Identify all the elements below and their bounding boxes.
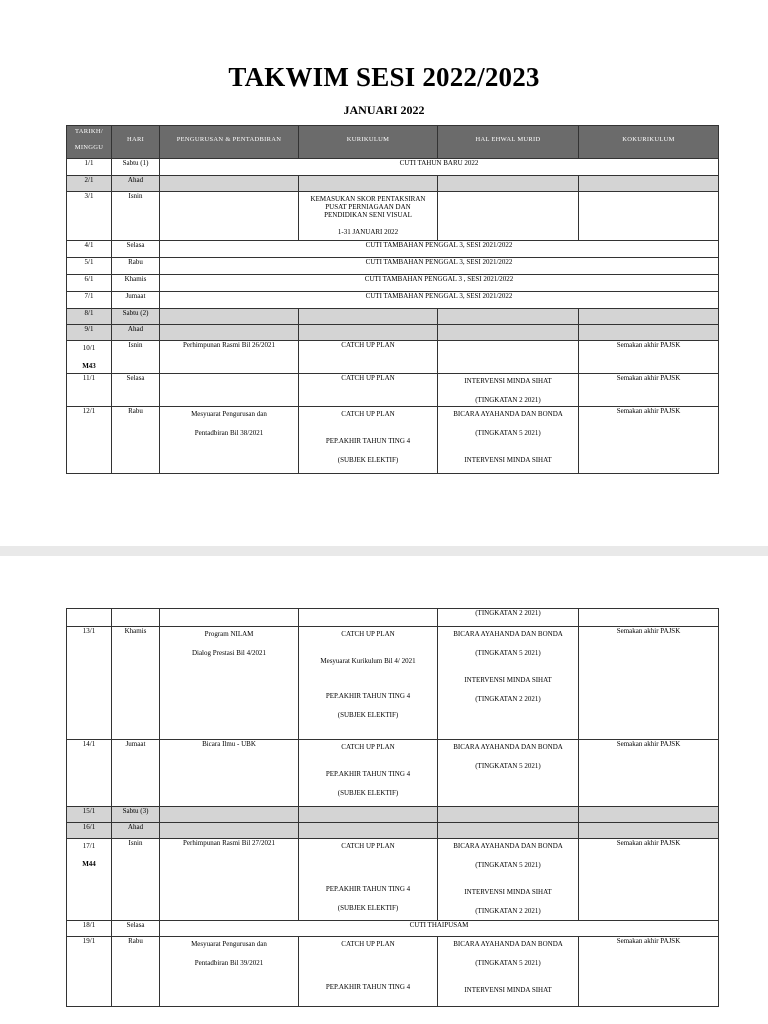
calendar-table-continued	[66, 608, 719, 1007]
table-row	[67, 937, 719, 1007]
holiday-cell: CUTI TAMBAHAN PENGGAL 3, SESI 2021/2022	[160, 258, 719, 275]
table-row	[67, 823, 719, 839]
kurikulum-cell: CATCH UP PLAN PEP.AKHIR TAHUN TING 4 (SUBJEK ELEKTIF)	[299, 839, 438, 921]
table-row	[67, 374, 719, 407]
week-label: M44	[82, 860, 96, 869]
header-tarikh-minggu: TARIKH/ MINGGU	[67, 126, 112, 159]
page-2	[0, 556, 768, 1024]
table-row	[67, 258, 719, 275]
table-row	[67, 176, 719, 192]
table-row	[67, 609, 719, 627]
holiday-cell: CUTI TAMBAHAN PENGGAL 3 , SESI 2021/2022	[160, 275, 719, 292]
table-row	[67, 275, 719, 292]
date-cell: 15/1	[67, 807, 112, 823]
table-row	[67, 407, 719, 474]
day-cell: Isnin	[112, 192, 160, 241]
hem-cell: (TINGKATAN 2 2021)	[438, 609, 579, 627]
table-header-row	[67, 126, 719, 159]
day-cell: Khamis	[112, 275, 160, 292]
kokurikulum-cell: Semakan akhir PAJSK	[579, 374, 719, 407]
day-cell: Isnin	[112, 839, 160, 921]
header-kurikulum: KURIKULUM	[299, 126, 438, 159]
pengurusan-cell: Perhimpunan Rasmi Bil 27/2021	[160, 839, 299, 921]
kurikulum-cell: CATCH UP PLAN PEP.AKHIR TAHUN TING 4 (SUBJEK ELEKTIF)	[299, 407, 438, 474]
document-title: TAKWIM SESI 2022/2023	[228, 62, 540, 92]
table-row	[67, 309, 719, 325]
day-cell: Ahad	[112, 325, 160, 341]
kokurikulum-cell: Semakan akhir PAJSK	[579, 341, 719, 374]
table-row	[67, 192, 719, 241]
calendar-table	[66, 125, 719, 474]
day-cell: Isnin	[112, 341, 160, 374]
date-cell: 5/1	[67, 258, 112, 275]
day-cell: Ahad	[112, 823, 160, 839]
kurikulum-cell: KEMASUKAN SKOR PENTAKSIRAN PUSAT PERNIAGAAN DAN PENDIDIKAN SENI VISUAL 1-31 JANUARI 2022	[299, 192, 438, 241]
date-cell: 1/1	[67, 159, 112, 176]
month-heading: JANUARI 2022	[343, 103, 425, 117]
day-cell: Sabtu (2)	[112, 309, 160, 325]
hem-cell: BICARA AYAHANDA DAN BONDA (TINGKATAN 5 2021) INTERVENSI MINDA SIHAT (TINGKATAN 2 2021)	[438, 627, 579, 740]
pengurusan-cell: Bicara Ilmu - UBK	[160, 740, 299, 807]
pengurusan-cell: Mesyuarat Pengurusan dan Pentadbiran Bil 39/2021	[160, 937, 299, 1007]
pengurusan-cell: Mesyuarat Pengurusan dan Pentadbiran Bil 38/2021	[160, 407, 299, 474]
day-cell: Jumaat	[112, 292, 160, 309]
date-cell: 18/1	[67, 921, 112, 937]
date-cell: 10/1 M43	[67, 341, 112, 374]
table-row	[67, 341, 719, 374]
day-cell: Sabtu (1)	[112, 159, 160, 176]
kokurikulum-cell: Semakan akhir PAJSK	[579, 839, 719, 921]
day-cell: Selasa	[112, 374, 160, 407]
kurikulum-cell: CATCH UP PLAN PEP.AKHIR TAHUN TING 4 (SUBJEK ELEKTIF)	[299, 740, 438, 807]
header-hari: HARI	[112, 126, 160, 159]
hem-cell: BICARA AYAHANDA DAN BONDA (TINGKATAN 5 2021) INTERVENSI MINDA SIHAT	[438, 407, 579, 474]
date-cell: 6/1	[67, 275, 112, 292]
table-row	[67, 839, 719, 921]
hem-cell: BICARA AYAHANDA DAN BONDA (TINGKATAN 5 2021) INTERVENSI MINDA SIHAT	[438, 937, 579, 1007]
date-cell: 19/1	[67, 937, 112, 1007]
header-pengurusan: PENGURUSAN & PENTADBIRAN	[160, 126, 299, 159]
kurikulum-cell: CATCH UP PLAN PEP.AKHIR TAHUN TING 4	[299, 937, 438, 1007]
table-row	[67, 241, 719, 258]
table-row	[67, 325, 719, 341]
pengurusan-cell: Perhimpunan Rasmi Bil 26/2021	[160, 341, 299, 374]
hem-cell: INTERVENSI MINDA SIHAT (TINGKATAN 2 2021)	[438, 374, 579, 407]
date-cell: 7/1	[67, 292, 112, 309]
hem-cell: BICARA AYAHANDA DAN BONDA (TINGKATAN 5 2021) INTERVENSI MINDA SIHAT (TINGKATAN 2 2021)	[438, 839, 579, 921]
date-cell: 9/1	[67, 325, 112, 341]
date-cell: 4/1	[67, 241, 112, 258]
table-row	[67, 159, 719, 176]
holiday-cell: CUTI TAHUN BARU 2022	[160, 159, 719, 176]
day-cell: Selasa	[112, 921, 160, 937]
table-row	[67, 921, 719, 937]
holiday-cell: CUTI TAMBAHAN PENGGAL 3, SESI 2021/2022	[160, 292, 719, 309]
day-cell: Rabu	[112, 407, 160, 474]
kokurikulum-cell: Semakan akhir PAJSK	[579, 407, 719, 474]
kurikulum-cell: CATCH UP PLAN	[299, 374, 438, 407]
date-cell: 12/1	[67, 407, 112, 474]
kurikulum-cell: CATCH UP PLAN	[299, 341, 438, 374]
kokurikulum-cell: Semakan akhir PAJSK	[579, 937, 719, 1007]
day-cell: Khamis	[112, 627, 160, 740]
date-cell: 11/1	[67, 374, 112, 407]
table-row	[67, 292, 719, 309]
kokurikulum-cell: Semakan akhir PAJSK	[579, 740, 719, 807]
holiday-cell: CUTI THAIPUSAM	[160, 921, 719, 937]
header-kokurikulum: KOKURIKULUM	[579, 126, 719, 159]
date-cell: 13/1	[67, 627, 112, 740]
day-cell: Rabu	[112, 937, 160, 1007]
day-cell: Rabu	[112, 258, 160, 275]
date-cell: 17/1 M44	[67, 839, 112, 921]
kurikulum-cell: CATCH UP PLAN Mesyuarat Kurikulum Bil 4/ 2021 PEP.AKHIR TAHUN TING 4 (SUBJEK ELEKTIF)	[299, 627, 438, 740]
holiday-cell: CUTI TAMBAHAN PENGGAL 3, SESI 2021/2022	[160, 241, 719, 258]
hem-cell: BICARA AYAHANDA DAN BONDA (TINGKATAN 5 2021)	[438, 740, 579, 807]
week-label: M43	[82, 362, 96, 371]
table-row	[67, 627, 719, 740]
date-cell: 2/1	[67, 176, 112, 192]
date-cell: 14/1	[67, 740, 112, 807]
day-cell: Sabtu (3)	[112, 807, 160, 823]
table-row	[67, 807, 719, 823]
date-cell: 8/1	[67, 309, 112, 325]
day-cell: Jumaat	[112, 740, 160, 807]
date-cell: 3/1	[67, 192, 112, 241]
header-hem: HAL EHWAL MURID	[438, 126, 579, 159]
date-cell: 16/1	[67, 823, 112, 839]
day-cell: Ahad	[112, 176, 160, 192]
pengurusan-cell: Program NILAM Dialog Prestasi Bil 4/2021	[160, 627, 299, 740]
kokurikulum-cell: Semakan akhir PAJSK	[579, 627, 719, 740]
table-row	[67, 740, 719, 807]
day-cell: Selasa	[112, 241, 160, 258]
